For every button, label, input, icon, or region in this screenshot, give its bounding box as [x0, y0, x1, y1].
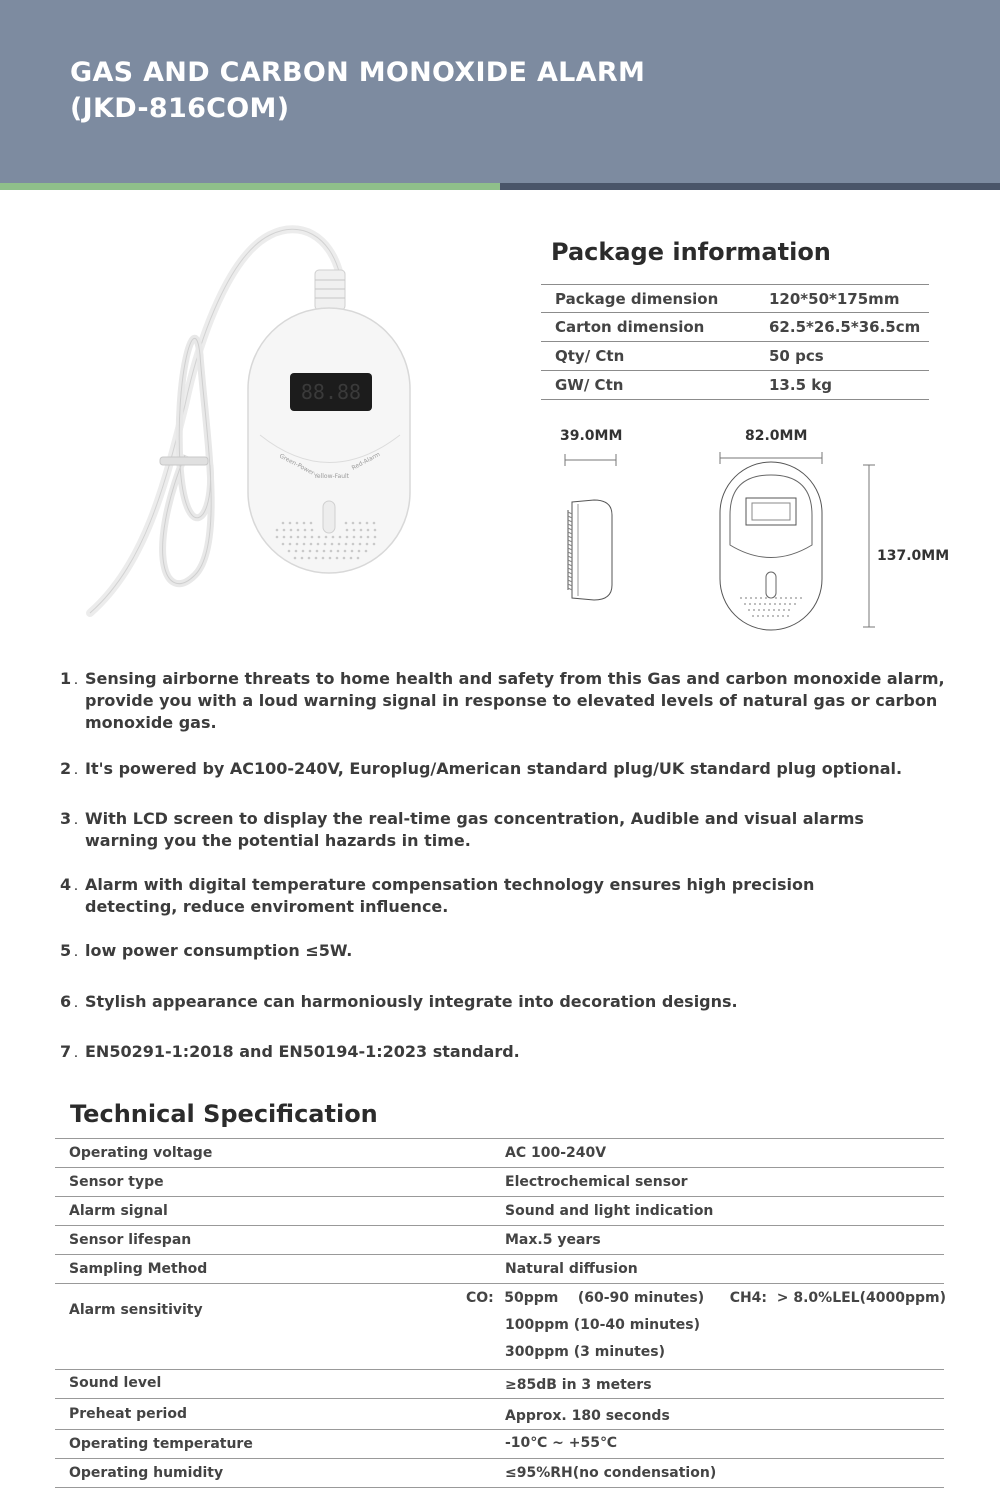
spec-value: Electrochemical sensor [505, 1174, 688, 1190]
grille-dot [358, 550, 361, 553]
side-rib [568, 572, 572, 574]
grille-dot [795, 597, 797, 599]
spec-value: AC 100-240V [505, 1145, 607, 1161]
grille-dot [774, 603, 776, 605]
list-item [60, 991, 945, 1016]
spec-label: Alarm sensitivity [69, 1302, 203, 1318]
list-item [60, 940, 945, 965]
feature-text: EN50291-1:2018 and EN50194-1:2023 standard. [85, 1042, 520, 1061]
grille-dot [302, 550, 305, 553]
grille-dot [762, 615, 764, 617]
table-row [55, 1370, 944, 1399]
package-row-label: Carton dimension [555, 318, 705, 336]
spec-value: -10℃ ~ +55℃ [505, 1435, 617, 1451]
co-label: CO: [466, 1290, 494, 1306]
feature-number: 6 . [60, 992, 78, 1011]
list-item [60, 668, 945, 734]
grille-dot [760, 597, 762, 599]
side-rib [568, 548, 572, 550]
grille-dot [765, 597, 767, 599]
spec-label: Alarm signal [69, 1203, 168, 1219]
grille-dot [785, 597, 787, 599]
grille-dot [329, 557, 332, 560]
sensitivity-line [466, 1290, 946, 1317]
grille-dot [332, 536, 335, 539]
grille-dot [788, 609, 790, 611]
sensitivity-values [466, 1290, 946, 1371]
grille-dot [304, 536, 307, 539]
list-item [60, 874, 865, 918]
side-rib [568, 536, 572, 538]
grille-dot [780, 597, 782, 599]
grille-dot [773, 609, 775, 611]
spec-label: Sensor type [69, 1174, 164, 1190]
package-row-label: GW/ Ctn [555, 376, 624, 394]
grille-dot [770, 597, 772, 599]
package-row-label: Package dimension [555, 289, 719, 308]
grille-dot [336, 557, 339, 560]
grille-dot [744, 603, 746, 605]
grille-dot [367, 529, 370, 532]
grille-dot [764, 603, 766, 605]
feature-number: 3 . [60, 809, 78, 828]
grille-dot [294, 557, 297, 560]
feature-text: Stylish appearance can harmoniously integrate into decoration designs. [85, 992, 738, 1011]
package-info-title: Package information [551, 238, 831, 266]
grille-dot [759, 603, 761, 605]
grille-dot [295, 550, 298, 553]
side-rib [568, 564, 572, 566]
grille-dot [283, 529, 286, 532]
side-rib [568, 528, 572, 530]
feature-text: It's powered by AC100-240V, Europlug/American standard plug/UK standard plug optional. [85, 759, 903, 778]
grille-dot [769, 603, 771, 605]
grille-dot [367, 536, 370, 539]
dimension-drawing [540, 420, 980, 635]
sensitivity-line [466, 1344, 946, 1371]
spec-value: ≤95%RH(no condensation) [505, 1465, 717, 1481]
grille-dot [337, 550, 340, 553]
grille-dot [352, 522, 355, 525]
spec-label: Sensor lifespan [69, 1232, 192, 1248]
grille-dot [800, 597, 802, 599]
depth-dimension-label: 39.0MM [560, 428, 623, 444]
grille-dot [345, 543, 348, 546]
width-dimension-label: 82.0MM [745, 428, 808, 444]
feature-number: 7 . [60, 1042, 78, 1061]
side-rib [568, 580, 572, 582]
feature-number: 2 . [60, 759, 78, 778]
grille-dot [297, 536, 300, 539]
grille-dot [353, 536, 356, 539]
grille-dot [346, 536, 349, 539]
table-row [55, 1399, 944, 1430]
spec-value: Sound and light indication [505, 1203, 714, 1219]
table-row-alarm-sensitivity [55, 1284, 944, 1370]
product-image [85, 225, 445, 625]
grille-dot [303, 522, 306, 525]
grille-dot [366, 543, 369, 546]
grille-dot [308, 557, 311, 560]
side-rib [568, 520, 572, 522]
grille-dot [323, 550, 326, 553]
grille-dot [357, 557, 360, 560]
grille-dot [311, 536, 314, 539]
grille-dot [289, 543, 292, 546]
grille-dot [754, 603, 756, 605]
ch4-threshold: CH4: > 8.0%LEL(4000ppm) [729, 1290, 946, 1306]
grille-dot [304, 529, 307, 532]
spec-label: Sampling Method [69, 1261, 208, 1277]
spec-label: Sound level [69, 1375, 162, 1391]
grille-dot [778, 609, 780, 611]
side-rib [568, 568, 572, 570]
grille-dot [303, 543, 306, 546]
grille-dot [789, 603, 791, 605]
grille-dot [359, 543, 362, 546]
title-line-1: GAS AND CARBON MONOXIDE ALARM [70, 57, 646, 88]
feature-number: 1 . [60, 669, 78, 688]
grille-dot [310, 543, 313, 546]
grille-dot [775, 597, 777, 599]
grille-dot [787, 615, 789, 617]
grille-dot [315, 557, 318, 560]
table-row [55, 1430, 944, 1459]
grille-dot [318, 536, 321, 539]
display-digits-text: 88.88 [300, 380, 362, 404]
table-row [55, 1255, 944, 1284]
grille-dot [331, 543, 334, 546]
grille-dot [338, 543, 341, 546]
grille-dot [282, 522, 285, 525]
grille-dot [276, 529, 279, 532]
grille-dot [310, 522, 313, 525]
side-rib [568, 576, 572, 578]
grille-dot [749, 603, 751, 605]
grille-dot [374, 536, 377, 539]
grille-dot [296, 522, 299, 525]
side-rib [568, 516, 572, 518]
grille-dot [352, 543, 355, 546]
package-row [541, 342, 929, 371]
grille-dot [772, 615, 774, 617]
grille-dot [350, 557, 353, 560]
grille-dot [779, 603, 781, 605]
package-row [541, 284, 929, 313]
spec-value: ≥85dB in 3 meters [505, 1377, 652, 1393]
list-item [60, 758, 945, 783]
table-row [55, 1459, 944, 1488]
side-rib [568, 556, 572, 558]
list-item [60, 1041, 945, 1066]
grille-dot [748, 609, 750, 611]
side-rib [568, 560, 572, 562]
grille-dot [373, 543, 376, 546]
grille-dot [297, 529, 300, 532]
table-row [55, 1226, 944, 1255]
table-row [55, 1168, 944, 1197]
grille-dot [790, 597, 792, 599]
grille-dot [288, 550, 291, 553]
grille-dot [745, 597, 747, 599]
grille-dot [344, 550, 347, 553]
tech-spec-title: Technical Specification [70, 1100, 378, 1128]
grille-dot [753, 609, 755, 611]
grille-dot [317, 543, 320, 546]
grille-dot [330, 550, 333, 553]
grille-dot [353, 529, 356, 532]
grille-dot [343, 557, 346, 560]
grille-dot [794, 603, 796, 605]
grille-dot [740, 597, 742, 599]
grille-dot [755, 597, 757, 599]
table-row [55, 1139, 944, 1168]
accent-stripe-green [0, 183, 500, 190]
grille-dot [365, 550, 368, 553]
tech-spec-table [55, 1138, 944, 1488]
co-threshold: 100ppm (10-40 minutes) [505, 1317, 701, 1333]
dimension-line-drawing [540, 420, 980, 635]
grille-dot [752, 615, 754, 617]
grille-dot [782, 615, 784, 617]
feature-text: low power consumption ≤5W. [85, 941, 353, 960]
package-row-value: 62.5*26.5*36.5cm [769, 318, 921, 336]
list-item [60, 808, 905, 852]
package-row-value: 120*50*175mm [769, 289, 900, 308]
feature-number: 4 . [60, 875, 78, 894]
grille-dot [276, 536, 279, 539]
title-line-2: (JKD-816COM) [70, 93, 290, 124]
grille-dot [282, 543, 285, 546]
header-banner [0, 0, 1000, 183]
feature-number: 5 . [60, 941, 78, 960]
grille-dot [366, 522, 369, 525]
package-row-value: 50 pcs [769, 347, 824, 365]
grille-dot [374, 529, 377, 532]
grille-dot [309, 550, 312, 553]
spec-label: Operating humidity [69, 1465, 224, 1481]
co-threshold: 50ppm (60-90 minutes) [504, 1290, 705, 1306]
spec-value: Natural diffusion [505, 1261, 638, 1277]
package-info-table [541, 284, 929, 400]
grille-dot [360, 536, 363, 539]
feature-text: With LCD screen to display the real-time gas concentration, Audible and visual alarms warning you the potential hazards in time. [85, 809, 864, 850]
table-row [55, 1197, 944, 1226]
spec-label: Operating voltage [69, 1145, 213, 1161]
side-rib [568, 584, 572, 586]
grille-dot [768, 609, 770, 611]
grille-dot [351, 550, 354, 553]
grille-dot [757, 615, 759, 617]
led-label-red: Red-Alarm [350, 450, 382, 472]
grille-dot [346, 529, 349, 532]
spec-label: Operating temperature [69, 1436, 253, 1452]
side-rib [568, 532, 572, 534]
grille-dot [311, 529, 314, 532]
package-row [541, 313, 929, 342]
package-row-label: Qty/ Ctn [555, 347, 625, 365]
grille-dot [339, 536, 342, 539]
feature-text: Sensing airborne threats to home health and safety from this Gas and carbon monoxide alarm, provide you with a loud warning signal in response to elevated levels of natural gas or carbon monoxide gas. [85, 669, 945, 732]
led-label-yellow: Yellow-Fault [314, 473, 350, 480]
grille-dot [289, 522, 292, 525]
grille-dot [325, 536, 328, 539]
side-rib [568, 524, 572, 526]
grille-dot [758, 609, 760, 611]
grille-dot [345, 522, 348, 525]
side-rib [568, 588, 572, 590]
grille-dot [763, 609, 765, 611]
co-threshold: 300ppm (3 minutes) [505, 1344, 665, 1360]
feature-text: Alarm with digital temperature compensation technology ensures high precision detecting, reduce enviroment influence. [85, 875, 815, 916]
led-label-green: Green-Power [278, 452, 316, 477]
grille-dot [301, 557, 304, 560]
grille-dot [783, 609, 785, 611]
grille-dot [290, 529, 293, 532]
grille-dot [777, 615, 779, 617]
spec-value: Approx. 180 seconds [505, 1408, 670, 1424]
grille-dot [324, 543, 327, 546]
spec-label: Preheat period [69, 1406, 187, 1422]
grille-dot [322, 557, 325, 560]
grille-dot [360, 529, 363, 532]
grille-dot [373, 522, 376, 525]
grille-dot [767, 615, 769, 617]
grille-dot [283, 536, 286, 539]
side-rib [568, 540, 572, 542]
package-row-value: 13.5 kg [769, 376, 832, 394]
grille-dot [750, 597, 752, 599]
side-rib [568, 552, 572, 554]
grille-dot [359, 522, 362, 525]
grille-dot [316, 550, 319, 553]
grille-dot [290, 536, 293, 539]
spec-value: Max.5 years [505, 1232, 601, 1248]
grille-dot [784, 603, 786, 605]
accent-stripe-dark [500, 183, 1000, 190]
side-rib [568, 512, 572, 514]
height-dimension-label: 137.0MM [877, 548, 950, 564]
grille-dot [296, 543, 299, 546]
page-title [70, 55, 645, 127]
side-rib [568, 544, 572, 546]
package-row [541, 371, 929, 400]
sensitivity-line [466, 1317, 946, 1344]
